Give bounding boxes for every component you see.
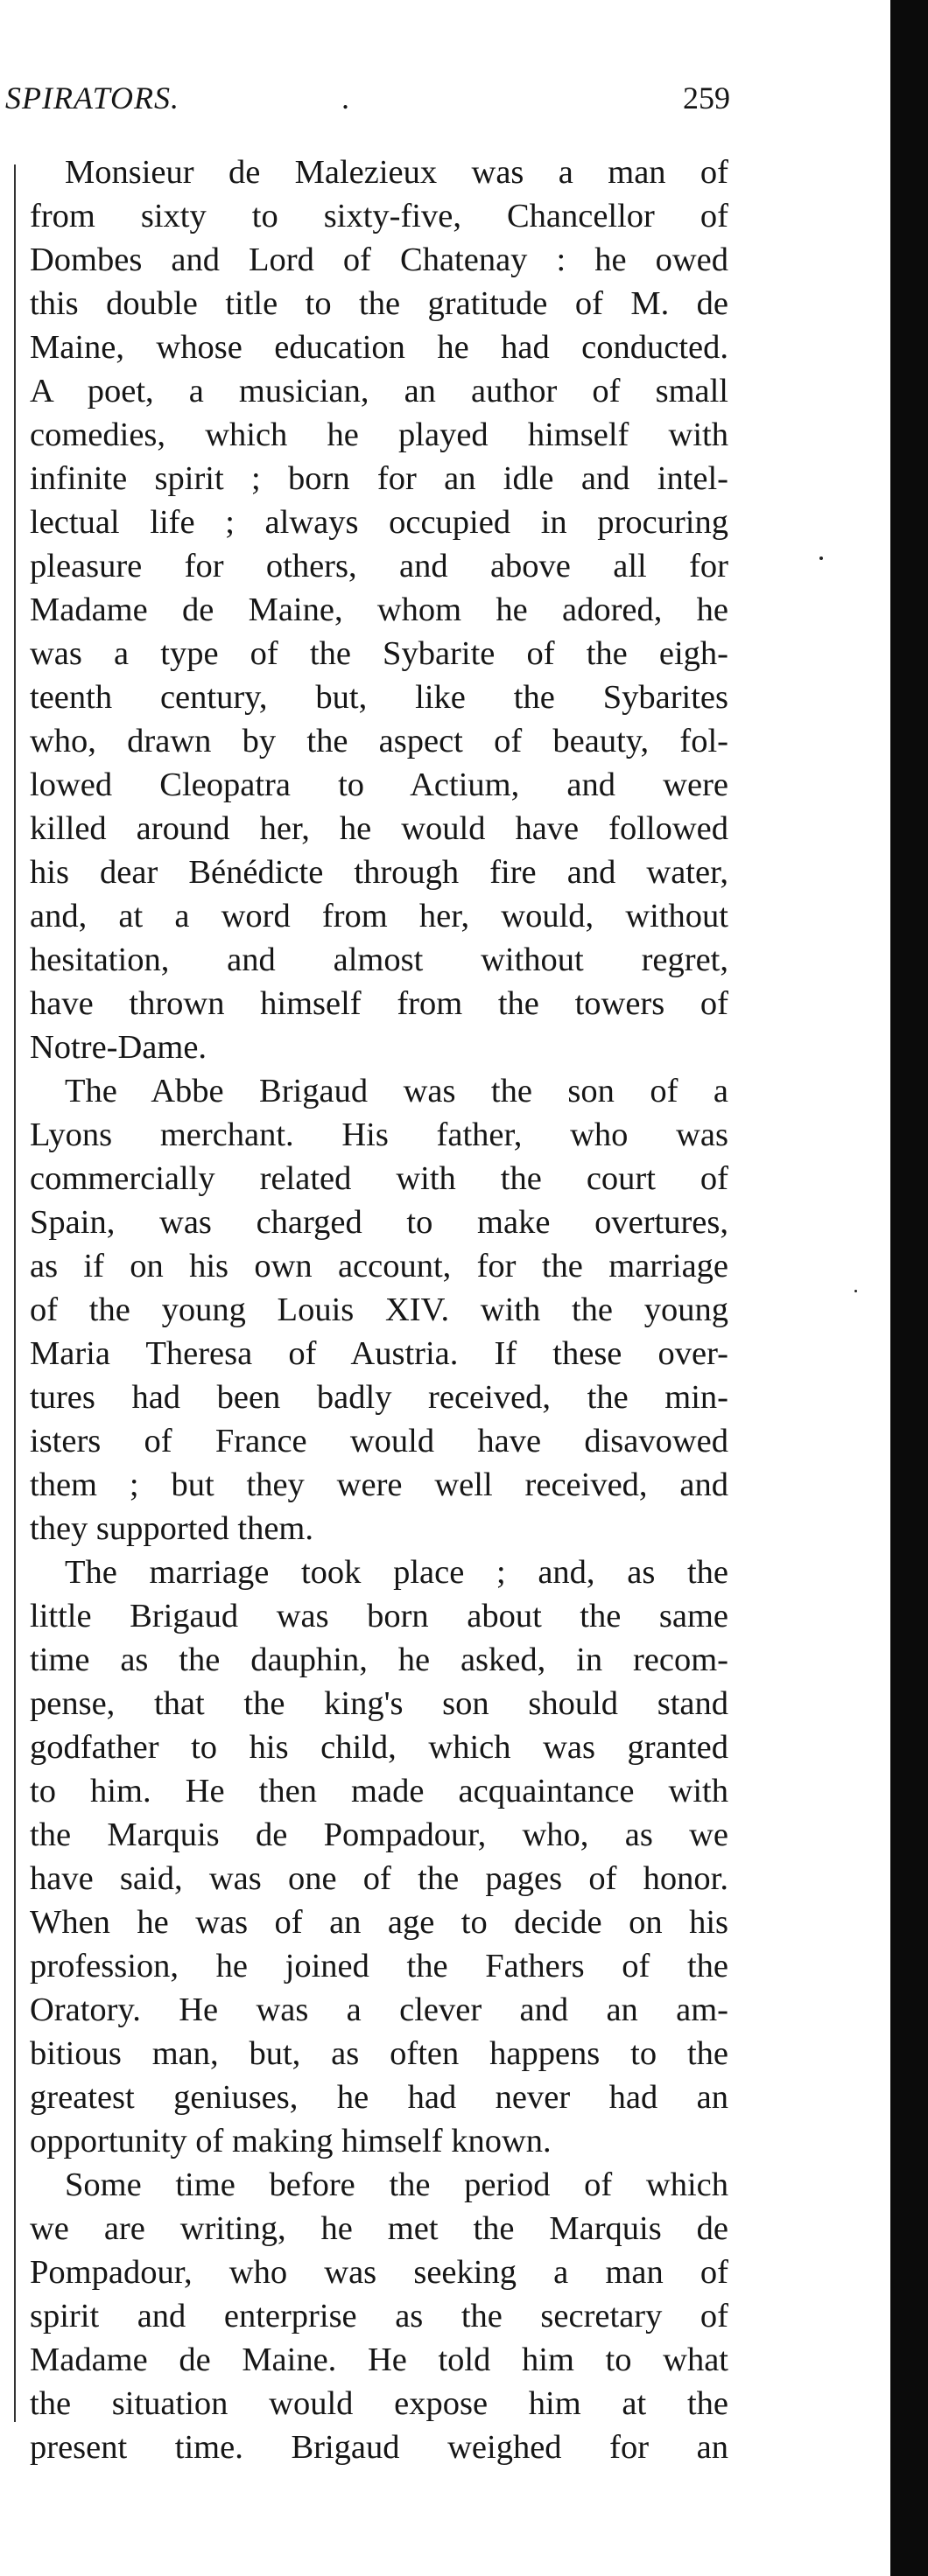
- text-line: have said, was one of the pages of honor.: [30, 1860, 728, 1897]
- text-line: The marriage took place ; and, as the: [65, 1554, 728, 1591]
- text-line: pleasure for others, and above all for: [30, 548, 728, 584]
- text-line: them ; but they were well received, and: [30, 1466, 728, 1503]
- text-line: greatest geniuses, he had never had an: [30, 2079, 728, 2116]
- text-line: little Brigaud was born about the same: [30, 1598, 728, 1634]
- text-line: they supported them.: [30, 1510, 313, 1547]
- text-line: was a type of the Sybarite of the eigh-: [30, 635, 728, 672]
- text-line: the situation would expose him at the: [30, 2385, 728, 2422]
- text-line: Maine, whose education he had conducted.: [30, 329, 728, 366]
- text-line: The Abbe Brigaud was the son of a: [65, 1073, 728, 1110]
- text-line: Spain, was charged to make overtures,: [30, 1204, 728, 1241]
- text-line: godfather to his child, which was granted: [30, 1729, 728, 1766]
- text-line: to him. He then made acquaintance with: [30, 1773, 728, 1810]
- paragraph: [30, 150, 728, 1069]
- header-dot: .: [341, 80, 349, 116]
- print-speck: [854, 1290, 857, 1292]
- text-line: his dear Bénédicte through fire and water,: [30, 854, 728, 891]
- scan-edge-bar: [890, 0, 928, 2576]
- text-line: spirit and enterprise as the secretary of: [30, 2298, 728, 2334]
- text-line: Lyons merchant. His father, who was: [30, 1116, 728, 1153]
- text-line: this double title to the gratitude of M. de: [30, 285, 728, 322]
- text-line: commercially related with the court of: [30, 1160, 728, 1197]
- text-line: Dombes and Lord of Chatenay : he owed: [30, 242, 728, 278]
- margin-rule: [14, 164, 16, 2422]
- text-line: profession, he joined the Fathers of the: [30, 1948, 728, 1984]
- text-line: comedies, which he played himself with: [30, 416, 728, 453]
- text-line: tures had been badly received, the min-: [30, 1379, 728, 1416]
- text-line: Oratory. He was a clever and an am-: [30, 1992, 728, 2028]
- text-line: from sixty to sixty-five, Chancellor of: [30, 198, 728, 234]
- body-text: [30, 150, 728, 2469]
- text-line: isters of France would have disavowed: [30, 1423, 728, 1460]
- text-line: Some time before the period of which: [65, 2166, 728, 2203]
- text-line: Madame de Maine, whom he adored, he: [30, 592, 728, 628]
- text-line: killed around her, he would have followed: [30, 810, 728, 847]
- text-line: A poet, a musician, an author of small: [30, 373, 728, 410]
- text-line: have thrown himself from the towers of: [30, 985, 728, 1022]
- text-line: who, drawn by the aspect of beauty, fol-: [30, 723, 728, 760]
- text-line: present time. Brigaud weighed for an: [30, 2429, 728, 2466]
- paragraph: [30, 1550, 728, 2163]
- text-line: pense, that the king's son should stand: [30, 1685, 728, 1722]
- text-line: lowed Cleopatra to Actium, and were: [30, 766, 728, 803]
- paragraph: [30, 1069, 728, 1550]
- text-line: bitious man, but, as often happens to the: [30, 2035, 728, 2072]
- text-line: the Marquis de Pompadour, who, as we: [30, 1816, 728, 1853]
- text-line: Pompadour, who was seeking a man of: [30, 2254, 728, 2291]
- text-line: as if on his own account, for the marriage: [30, 1248, 728, 1284]
- text-line: Notre-Dame.: [30, 1029, 207, 1066]
- text-line: Monsieur de Malezieux was a man of: [65, 154, 728, 191]
- page-header: [0, 72, 735, 124]
- text-line: Madame de Maine. He told him to what: [30, 2342, 728, 2378]
- text-line: hesitation, and almost without regret,: [30, 942, 728, 978]
- text-line: and, at a word from her, would, without: [30, 898, 728, 934]
- text-line: When he was of an age to decide on his: [30, 1904, 728, 1941]
- text-line: teenth century, but, like the Sybarites: [30, 679, 728, 716]
- text-line: of the young Louis XIV. with the young: [30, 1292, 728, 1328]
- text-line: time as the dauphin, he asked, in recom-: [30, 1642, 728, 1678]
- print-speck: [819, 556, 823, 560]
- text-line: lectual life ; always occupied in procuring: [30, 504, 728, 541]
- paragraph: [30, 2163, 728, 2469]
- text-line: Maria Theresa of Austria. If these over-: [30, 1335, 728, 1372]
- text-line: opportunity of making himself known.: [30, 2123, 552, 2160]
- text-line: we are writing, he met the Marquis de: [30, 2210, 728, 2247]
- running-title: SPIRATORS.: [5, 80, 179, 116]
- text-line: infinite spirit ; born for an idle and intel-: [30, 460, 728, 497]
- page-number: 259: [683, 80, 730, 116]
